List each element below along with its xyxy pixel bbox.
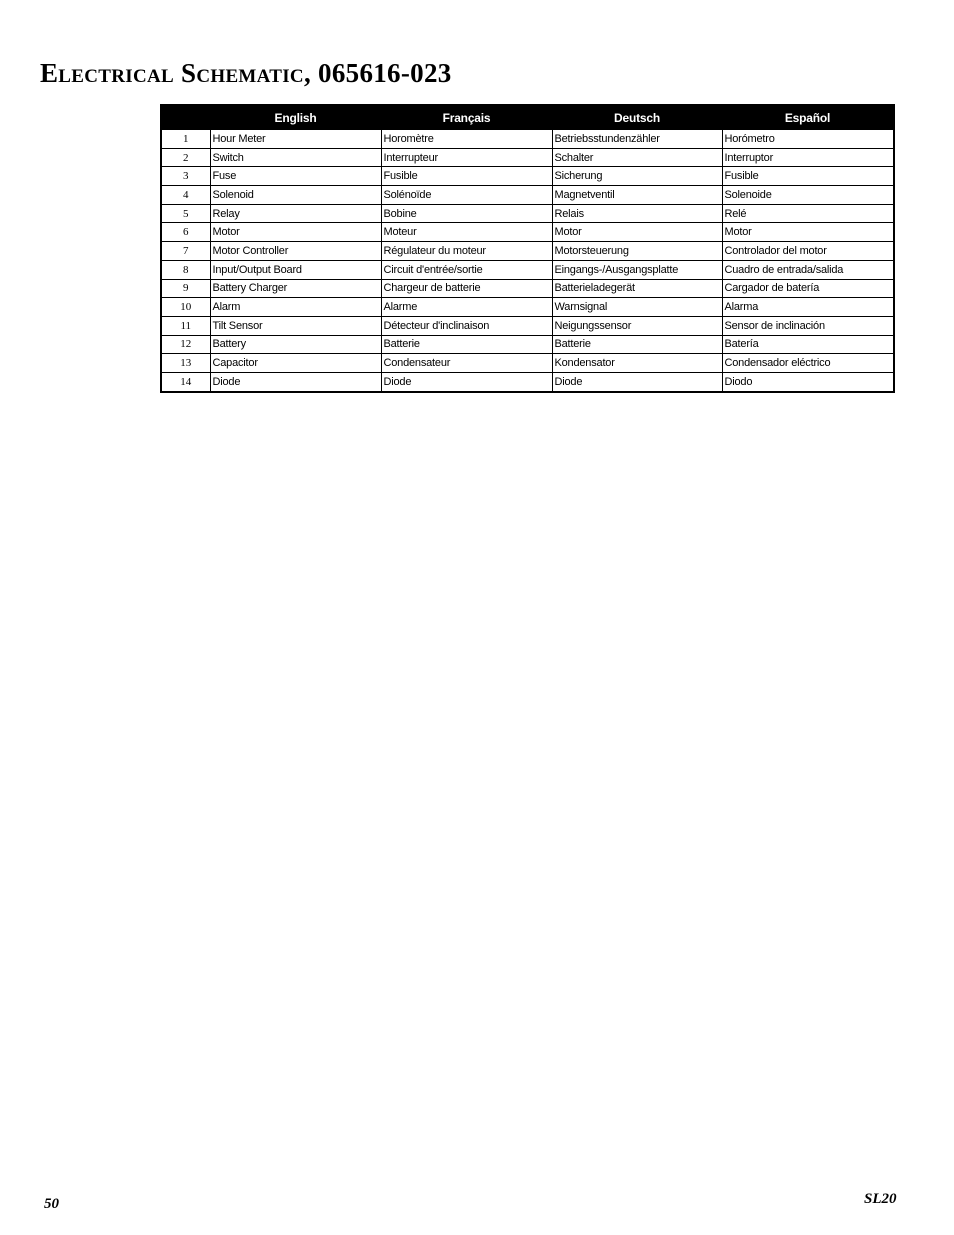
column-header-german: Deutsch xyxy=(552,106,722,130)
spanish-term: Controlador del motor xyxy=(722,242,893,261)
table-header-row xyxy=(162,106,893,130)
german-term: Batterie xyxy=(552,335,722,354)
row-number: 3 xyxy=(162,167,210,186)
german-term: Diode xyxy=(552,372,722,390)
german-term: Sicherung xyxy=(552,167,722,186)
model-name: SL20 xyxy=(864,1191,897,1207)
spanish-term: Batería xyxy=(722,335,893,354)
german-term: Motorsteuerung xyxy=(552,242,722,261)
english-term: Motor Controller xyxy=(210,242,381,261)
german-term: Magnetventil xyxy=(552,186,722,205)
french-term: Moteur xyxy=(381,223,552,242)
english-term: Fuse xyxy=(210,167,381,186)
spanish-term: Interruptor xyxy=(722,148,893,167)
french-term: Solénoïde xyxy=(381,186,552,205)
english-term: Switch xyxy=(210,148,381,167)
german-term: Eingangs-/Ausgangsplatte xyxy=(552,260,722,279)
legend-table xyxy=(162,106,893,391)
french-term: Batterie xyxy=(381,335,552,354)
table-row xyxy=(162,260,893,279)
spanish-term: Sensor de inclinación xyxy=(722,316,893,335)
table-body xyxy=(162,130,893,391)
french-term: Condensateur xyxy=(381,354,552,373)
french-term: Diode xyxy=(381,372,552,390)
french-term: Régulateur du moteur xyxy=(381,242,552,261)
spanish-term: Solenoide xyxy=(722,186,893,205)
table-row xyxy=(162,316,893,335)
english-term: Solenoid xyxy=(210,186,381,205)
german-term: Motor xyxy=(552,223,722,242)
row-number: 14 xyxy=(162,372,210,390)
parts-legend-table xyxy=(160,104,895,393)
english-term: Battery Charger xyxy=(210,279,381,298)
french-term: Alarme xyxy=(381,298,552,317)
french-term: Horomètre xyxy=(381,130,552,148)
english-term: Motor xyxy=(210,223,381,242)
french-term: Chargeur de batterie xyxy=(381,279,552,298)
english-term: Input/Output Board xyxy=(210,260,381,279)
row-number: 9 xyxy=(162,279,210,298)
french-term: Détecteur d'inclinaison xyxy=(381,316,552,335)
spanish-term: Condensador eléctrico xyxy=(722,354,893,373)
spanish-term: Relé xyxy=(722,204,893,223)
table-row xyxy=(162,223,893,242)
column-header-english: English xyxy=(210,106,381,130)
german-term: Batterieladegerät xyxy=(552,279,722,298)
german-term: Kondensator xyxy=(552,354,722,373)
spanish-term: Alarma xyxy=(722,298,893,317)
french-term: Circuit d'entrée/sortie xyxy=(381,260,552,279)
row-number: 4 xyxy=(162,186,210,205)
english-term: Diode xyxy=(210,372,381,390)
english-term: Battery xyxy=(210,335,381,354)
table-row xyxy=(162,279,893,298)
row-number: 5 xyxy=(162,204,210,223)
table-row xyxy=(162,167,893,186)
row-number: 10 xyxy=(162,298,210,317)
row-number: 1 xyxy=(162,130,210,148)
table-row xyxy=(162,372,893,390)
german-term: Betriebsstundenzähler xyxy=(552,130,722,148)
table-row xyxy=(162,354,893,373)
english-term: Alarm xyxy=(210,298,381,317)
row-number: 12 xyxy=(162,335,210,354)
english-term: Hour Meter xyxy=(210,130,381,148)
table-row xyxy=(162,130,893,148)
spanish-term: Fusible xyxy=(722,167,893,186)
table-row xyxy=(162,186,893,205)
row-number: 2 xyxy=(162,148,210,167)
page-number: 50 xyxy=(44,1196,59,1212)
english-term: Tilt Sensor xyxy=(210,316,381,335)
spanish-term: Cargador de batería xyxy=(722,279,893,298)
german-term: Relais xyxy=(552,204,722,223)
table-row xyxy=(162,298,893,317)
spanish-term: Cuadro de entrada/salida xyxy=(722,260,893,279)
spanish-term: Horómetro xyxy=(722,130,893,148)
table-row xyxy=(162,204,893,223)
page-title: Electrical Schematic, 065616-023 xyxy=(40,58,452,88)
spanish-term: Motor xyxy=(722,223,893,242)
row-number: 8 xyxy=(162,260,210,279)
column-header-french: Français xyxy=(381,106,552,130)
german-term: Schalter xyxy=(552,148,722,167)
table-row xyxy=(162,148,893,167)
column-header-spanish: Español xyxy=(722,106,893,130)
table-row xyxy=(162,242,893,261)
english-term: Capacitor xyxy=(210,354,381,373)
english-term: Relay xyxy=(210,204,381,223)
row-number: 7 xyxy=(162,242,210,261)
german-term: Warnsignal xyxy=(552,298,722,317)
row-number: 11 xyxy=(162,316,210,335)
french-term: Bobine xyxy=(381,204,552,223)
column-header-number xyxy=(162,106,210,130)
french-term: Fusible xyxy=(381,167,552,186)
row-number: 6 xyxy=(162,223,210,242)
row-number: 13 xyxy=(162,354,210,373)
spanish-term: Diodo xyxy=(722,372,893,390)
table-row xyxy=(162,335,893,354)
german-term: Neigungssensor xyxy=(552,316,722,335)
french-term: Interrupteur xyxy=(381,148,552,167)
